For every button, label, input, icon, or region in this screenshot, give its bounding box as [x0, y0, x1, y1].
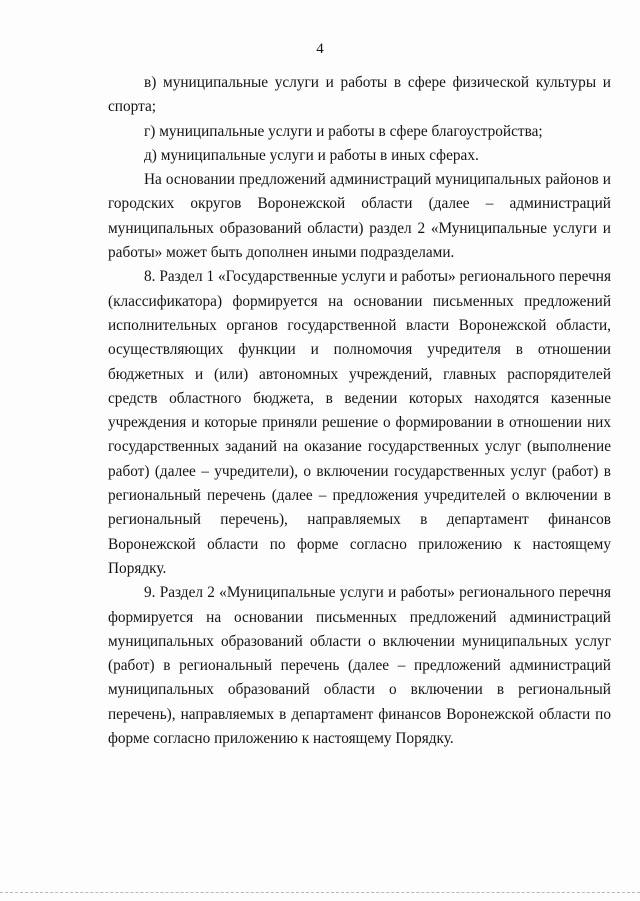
paragraph-proposals: На основании предложений администраций муниципальных районов и городских округов Воронежской области (далее – администраций муниципальных образований области) раздел 2 «Муниципальные услуги и работы» может быть дополнен иными подразделами.	[108, 171, 611, 262]
document-body	[108, 71, 611, 751]
paragraph-item-v: в) муниципальные услуги и работы в сфере физической культуры и спорта;	[108, 74, 611, 116]
page-number: 4	[316, 41, 324, 57]
paragraph-section-8: 8. Раздел 1 «Государственные услуги и работы» регионального перечня (классификатора) формируется на основании письменных предложений исполнительных органов государственной власти Воронежской области, осуществляющих функции и полномочия учредителя в отношении бюджетных и (или) автономных учреждений, главных распорядителей средств областного бюджета, в ведении которых находятся казенные учреждения и которые приняли решение о формировании в отношении них государственных заданий на оказание государственных услуг (выполнение работ) (далее – учредители), о включении государственных услуг (работ) в региональный перечень (далее – предложения учредителей о включении в региональный перечень), направляемых в департамент финансов Воронежской области по форме согласно приложению к настоящему Порядку.	[108, 268, 611, 577]
paragraph-item-g: г) муниципальные услуги и работы в сфере благоустройства;	[144, 122, 543, 140]
paragraph-section-9: 9. Раздел 2 «Муниципальные услуги и работы» регионального перечня формируется на основании письменных предложений администраций муниципальных образований области о включении муниципальных услуг (работ) в региональный перечень (далее – предложений администраций муниципальных образований области о включении в региональный перечень), направляемых в департамент финансов Воронежской области по форме согласно приложению к настоящему Порядку.	[108, 584, 611, 748]
paragraph-item-d: д) муниципальные услуги и работы в иных сферах.	[144, 146, 479, 164]
bottom-divider	[0, 892, 640, 893]
